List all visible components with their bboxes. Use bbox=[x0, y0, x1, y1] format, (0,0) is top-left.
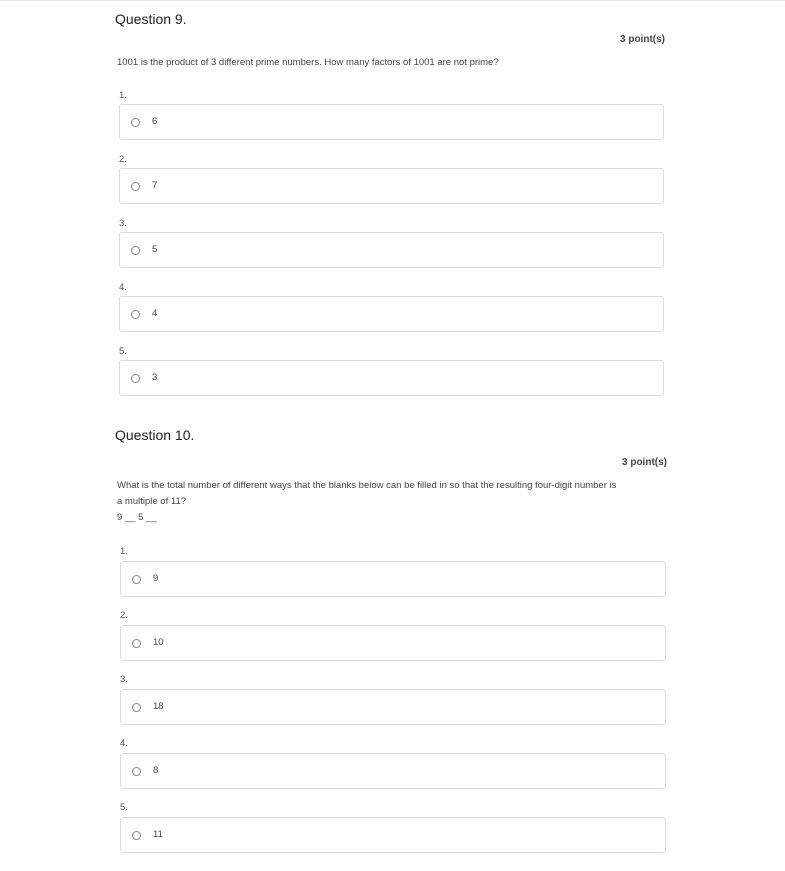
option-number: 4. bbox=[120, 738, 128, 749]
answer-option-2[interactable] bbox=[120, 625, 666, 661]
radio-button-icon[interactable] bbox=[132, 639, 141, 648]
answer-option-4[interactable] bbox=[119, 296, 664, 332]
option-label: 5 bbox=[152, 244, 158, 255]
radio-button-icon[interactable] bbox=[131, 310, 140, 319]
radio-button-icon[interactable] bbox=[131, 246, 140, 255]
option-number: 5. bbox=[120, 802, 128, 813]
answer-option-1[interactable] bbox=[120, 561, 666, 597]
question-text-line: a multiple of 11? bbox=[117, 496, 187, 507]
question-title: Question 10. bbox=[115, 427, 195, 443]
option-number: 1. bbox=[119, 90, 127, 101]
question-title: Question 9. bbox=[115, 11, 187, 27]
question-text-line: 1001 is the product of 3 different prime numbers. How many factors of 1001 are not prime? bbox=[117, 57, 499, 68]
points-badge: 3 point(s) bbox=[622, 457, 667, 468]
radio-button-icon[interactable] bbox=[132, 575, 141, 584]
question-text-line: What is the total number of different ways that the blanks below can be filled in so that the resulting four-digit number is bbox=[117, 480, 617, 491]
option-label: 11 bbox=[153, 829, 163, 840]
option-number: 2. bbox=[120, 610, 128, 621]
question-text bbox=[117, 55, 667, 71]
top-divider bbox=[0, 0, 785, 1]
radio-button-icon[interactable] bbox=[131, 182, 140, 191]
option-label: 3 bbox=[152, 372, 158, 383]
option-label: 18 bbox=[153, 701, 164, 712]
radio-button-icon[interactable] bbox=[131, 118, 140, 127]
option-label: 10 bbox=[153, 637, 164, 648]
question-text-line: 9 __ 5 __ bbox=[117, 512, 157, 523]
option-number: 5. bbox=[119, 346, 127, 357]
option-number: 4. bbox=[119, 282, 127, 293]
option-number: 3. bbox=[119, 218, 127, 229]
radio-button-icon[interactable] bbox=[131, 374, 140, 383]
option-label: 9 bbox=[153, 573, 159, 584]
option-number: 1. bbox=[120, 546, 128, 557]
option-label: 4 bbox=[152, 308, 158, 319]
option-number: 3. bbox=[120, 674, 128, 685]
answer-option-1[interactable] bbox=[119, 104, 664, 140]
answer-option-3[interactable] bbox=[119, 232, 664, 268]
radio-button-icon[interactable] bbox=[132, 831, 141, 840]
answer-option-2[interactable] bbox=[119, 168, 664, 204]
answer-option-5[interactable] bbox=[120, 817, 666, 853]
option-label: 8 bbox=[153, 765, 159, 776]
answer-option-5[interactable] bbox=[119, 360, 664, 396]
answer-option-3[interactable] bbox=[120, 689, 666, 725]
option-label: 7 bbox=[152, 180, 158, 191]
option-number: 2. bbox=[119, 154, 127, 165]
answer-option-4[interactable] bbox=[120, 753, 666, 789]
option-label: 6 bbox=[152, 116, 158, 127]
question-text bbox=[117, 478, 677, 526]
radio-button-icon[interactable] bbox=[132, 703, 141, 712]
radio-button-icon[interactable] bbox=[132, 767, 141, 776]
points-badge: 3 point(s) bbox=[620, 34, 665, 45]
